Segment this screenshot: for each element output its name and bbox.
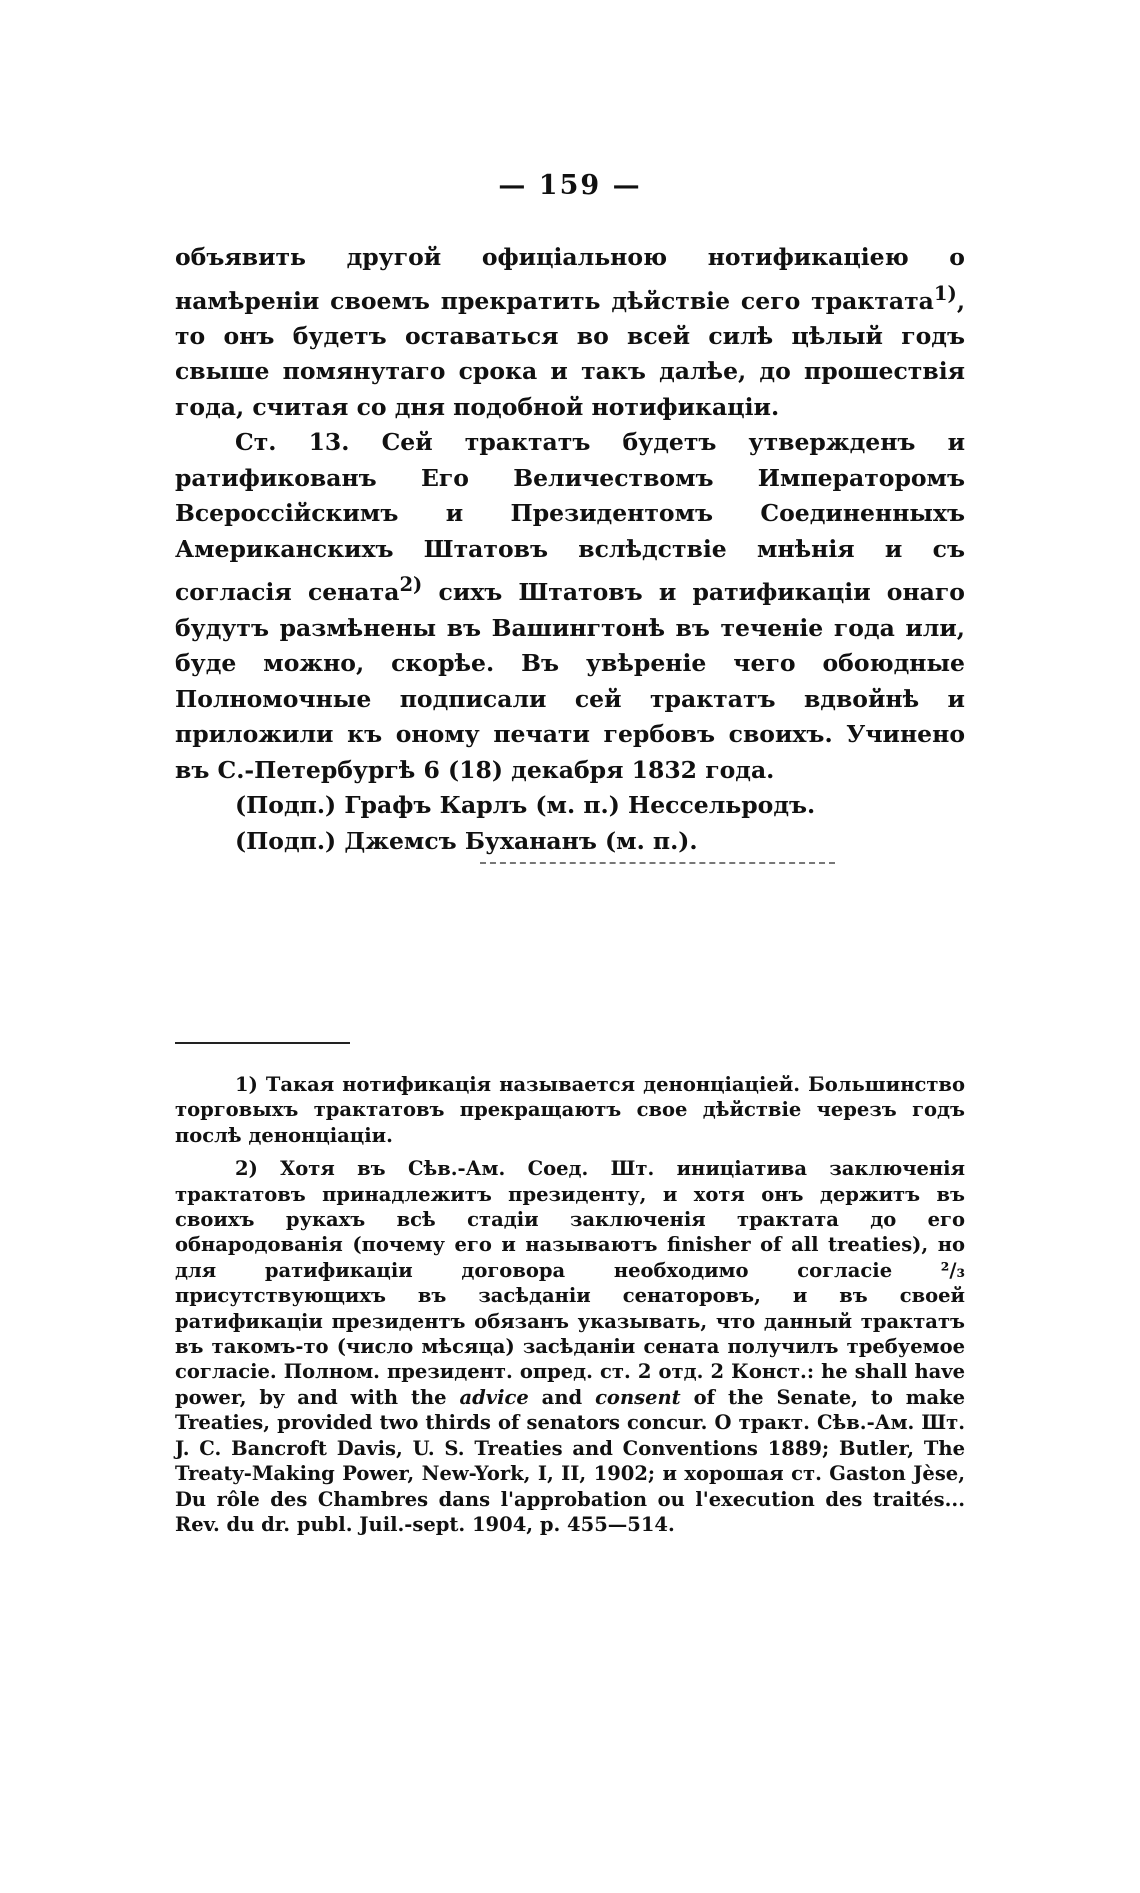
main-text — [175, 240, 965, 859]
article-13-text: Ст. 13. Сей трактатъ будетъ утвержденъ и ратификованъ Его Величествомъ Императоромъ Всероссійскимъ и Президентомъ Соединенныхъ Американскихъ Штатовъ вслѣдствіе мнѣнія и съ согласія сената — [175, 428, 965, 607]
signature-nesselrode: (Подп.) Графъ Карлъ (м. п.) Нессельродъ. — [235, 791, 816, 820]
footnote-2 — [175, 1156, 965, 1537]
footnote-1 — [175, 1072, 965, 1148]
footnote-2-text-c: of the Senate, to make Treaties, provided two thirds of senators concur. О тракт. Сѣв.-Ам. Шт. J. C. Bancroft Davis, U. S. Treaties and Conventions 1889; Butler, The Treaty-Making Power, New-York, I, II, 1902; и хорошая ст. Gaston Jèse, Du rôle des Chambres dans l'approbation ou l'execution des traités... Rev. du dr. publ. Juil.-sept. 1904, p. 455—514. — [175, 1385, 965, 1536]
footnote-2-text-b: and — [528, 1385, 596, 1409]
footnote-2-text-a: Хотя въ Сѣв.-Ам. Соед. Шт. иниціатива заключенія трактатовъ принадлежитъ президенту, и хотя онъ держитъ въ своихъ рукахъ всѣ стадіи заключенія трактата до его обнародованія (почему его и называютъ finisher of all treaties), но для ратификаціи договора необходимо согласіе ²/₃ присутствующихъ въ засѣданіи сенаторовъ, и въ своей ратификаціи президентъ обязанъ указывать, что данный трактатъ въ такомъ-то (число мѣсяца) засѣданіи сената получилъ требуемое согласіе. Полном. президент. опред. ст. 2 отд. 2 Конст.: he shall have power, by and with the — [175, 1157, 965, 1409]
article-13-paragraph — [175, 425, 965, 788]
footnote-1-mark: 1) — [235, 1073, 258, 1096]
signature-buchanan: (Подп.) Джемсъ Бухананъ (м. п.). — [235, 826, 698, 855]
footnotes — [175, 1072, 965, 1545]
footnote-ref-2: 2) — [399, 573, 423, 597]
article-13-end: сихъ Штатовъ и ратификаціи онаго будутъ размѣнены въ Вашингтонѣ въ теченіе года или, буде можно, скорѣе. Въ увѣреніе чего обоюдные Полномочные подписали сей трактатъ вдвойнѣ и приложили къ оному печати гербовъ своихъ. Учинено въ С.-Петербургѣ 6 (18) декабря 1832 года. — [175, 578, 965, 784]
footnote-rule — [175, 1042, 350, 1044]
footnote-2-italic-advice: advice — [459, 1385, 529, 1409]
paragraph-continuation — [175, 240, 965, 425]
section-separator — [480, 862, 835, 864]
paragraph-1-end: , то онъ будетъ оставаться во всей силѣ цѣлый годъ свыше помянутаго срока и такъ далѣе, до прошествія года, считая со дня подобной нотификаціи. — [175, 286, 965, 421]
footnote-2-italic-consent: consent — [595, 1385, 681, 1409]
page-number: — 159 — — [498, 170, 642, 201]
footnote-1-text: Такая нотификація называется денонціаціей. Большинство торговыхъ трактатовъ прекращаютъ свое дѣйствіе черезъ годъ послѣ денонціаціи. — [175, 1073, 965, 1147]
footnote-2-mark: 2) — [235, 1157, 258, 1181]
footnote-ref-1: 1) — [933, 281, 957, 305]
paragraph-1-text: объявить другой офиціальною нотификаціею о намѣреніи своемъ прекратить дѣйствіе сего трактата — [175, 243, 965, 315]
